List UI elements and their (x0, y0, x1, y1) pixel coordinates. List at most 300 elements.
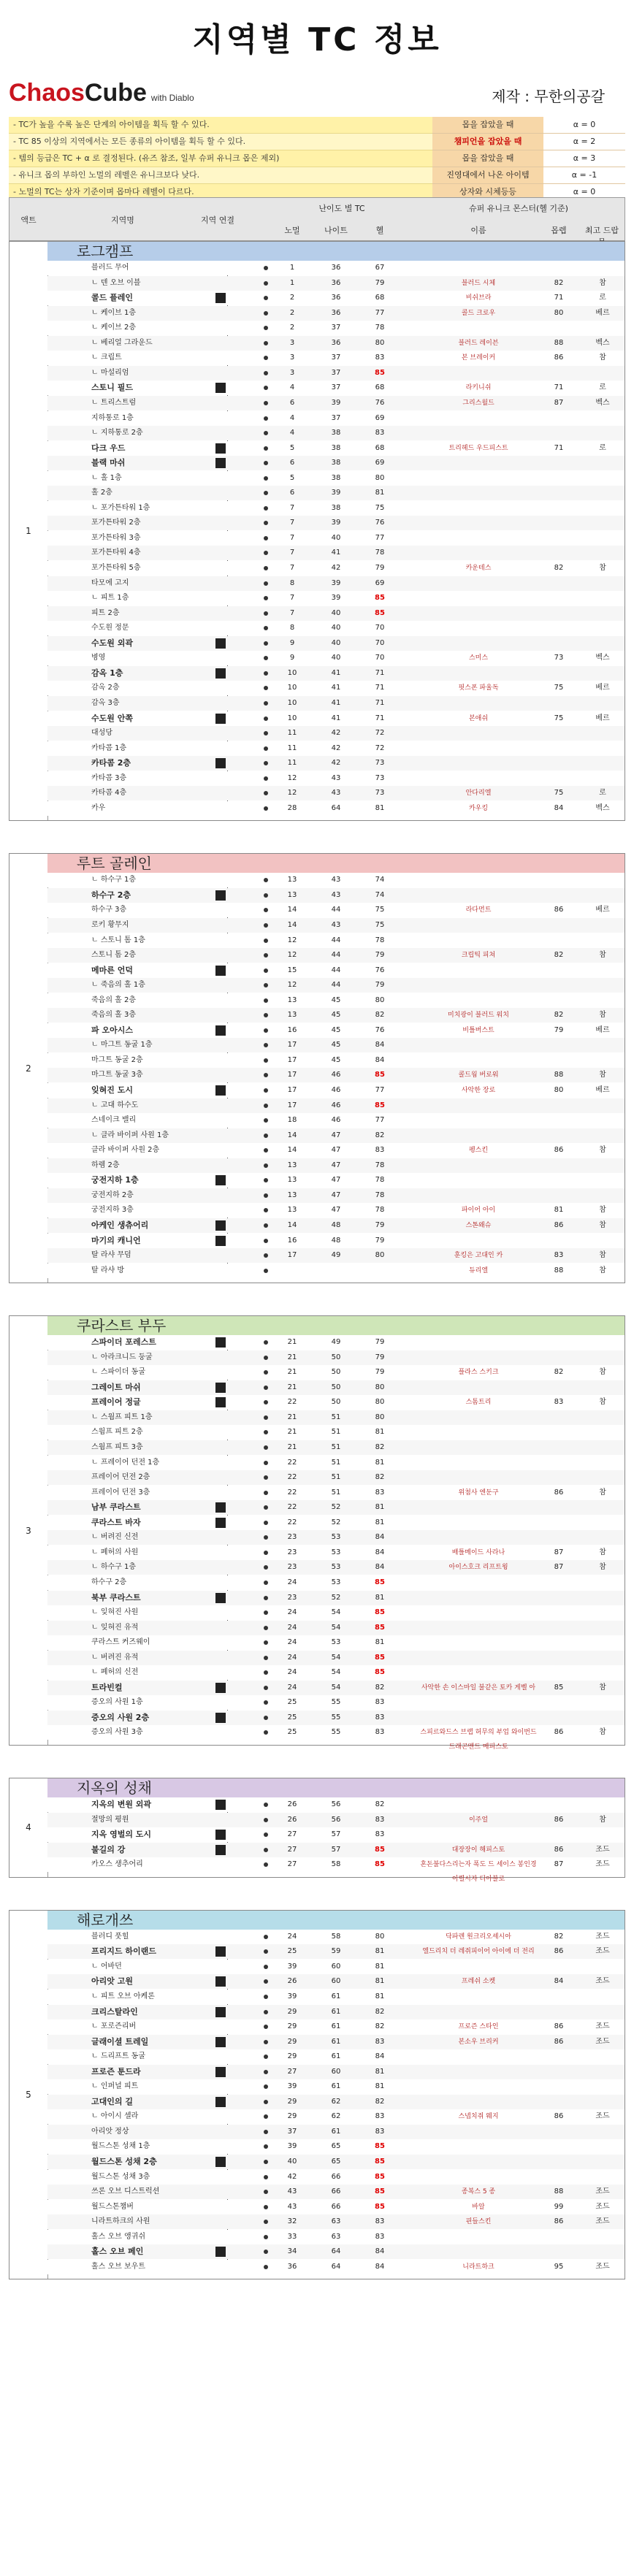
tc-normal: 23 (287, 1533, 297, 1542)
tc-hell: 85 (375, 1623, 385, 1632)
table-row (47, 621, 625, 635)
link-node-icon (264, 1818, 268, 1822)
tc-hell: 81 (375, 1638, 385, 1647)
link-node-icon (264, 1596, 268, 1600)
act-section (9, 1910, 625, 2280)
link-node-icon (264, 2235, 268, 2239)
link-node-icon (264, 686, 268, 690)
tc-nightmare: 45 (331, 995, 341, 1004)
tc-normal: 27 (287, 1860, 297, 1869)
monster-level: 85 (554, 1683, 564, 1692)
area-name: 감옥 3층 (91, 698, 120, 707)
top-drop: 벡스 (595, 803, 610, 812)
tc-hell: 85 (375, 2142, 385, 2151)
link-node-icon (264, 1965, 268, 1969)
area-name: 포가튼타워 3층 (91, 533, 141, 542)
monster-level: 84 (554, 803, 564, 812)
legend-value: α = 0 (543, 184, 625, 200)
link-node-icon (264, 716, 268, 721)
monster-level: 82 (554, 1368, 564, 1377)
tc-hell: 81 (375, 2082, 385, 2091)
area-name: 스웜프 피트 2층 (91, 1428, 143, 1437)
tc-nightmare: 50 (331, 1383, 341, 1391)
area-name: 아리앗 정상 (91, 2127, 129, 2136)
monster-level: 86 (554, 1845, 564, 1854)
link-node-icon (264, 356, 268, 360)
tc-normal: 27 (287, 1845, 297, 1854)
tc-normal: 12 (287, 936, 297, 944)
monster-level: 82 (554, 951, 564, 960)
tc-normal: 17 (287, 1086, 297, 1095)
link-node-icon (264, 1028, 268, 1033)
tc-normal: 27 (287, 1830, 297, 1839)
top-drop: 조드 (595, 2262, 610, 2271)
tc-normal: 22 (287, 1473, 297, 1482)
tc-hell: 83 (375, 1815, 385, 1824)
tc-hell: 85 (375, 2202, 385, 2211)
top-drop: 벡스 (595, 338, 610, 347)
area-name: ㄴ 드리프트 동굴 (91, 2052, 145, 2061)
tc-nightmare: 38 (331, 473, 341, 482)
tc-nightmare: 62 (331, 2112, 341, 2121)
top-drop: 베르 (595, 308, 610, 317)
tc-hell: 72 (375, 729, 385, 738)
tc-nightmare: 54 (331, 1668, 341, 1677)
tc-normal: 29 (287, 2112, 297, 2121)
super-unique-name: 크립틱 피쳐 (461, 952, 496, 960)
table-row (47, 1930, 625, 1944)
table-row (47, 1128, 625, 1143)
area-name: ㄴ 아이시 셀라 (91, 2112, 139, 2121)
link-node-icon (264, 1730, 268, 1735)
table-row (47, 1827, 625, 1842)
tc-nightmare: 64 (331, 2262, 341, 2271)
tc-normal: 13 (287, 876, 297, 884)
area-name: 파 오아시스 (91, 1025, 133, 1035)
tc-hell: 77 (375, 1116, 385, 1125)
table-row (47, 1038, 625, 1052)
tc-hell: 79 (375, 981, 385, 990)
monster-level: 87 (554, 1563, 564, 1572)
link-node-icon (264, 281, 268, 286)
link-node-icon (264, 1239, 268, 1243)
table-row (47, 2125, 625, 2139)
tc-hell: 84 (375, 2052, 385, 2061)
area-name: 궁전지하 1층 (91, 1175, 139, 1185)
tc-nightmare: 42 (331, 729, 341, 738)
monster-level: 87 (554, 1548, 564, 1556)
table-row (47, 666, 625, 681)
tc-hell: 82 (375, 1443, 385, 1452)
act-name: 지옥의 성채 (77, 1779, 152, 1797)
area-name: ㄴ 피트 1층 (91, 594, 129, 603)
link-node-icon (264, 446, 268, 451)
tc-hell: 85 (375, 1608, 385, 1617)
table-row (47, 786, 625, 800)
super-unique-name: 엘드리치 더 레쥐피이어 아이에 더 전리 (422, 1948, 535, 1956)
waypoint-icon (215, 1397, 226, 1407)
act-name: 로그캠프 (77, 242, 134, 260)
link-node-icon (264, 491, 268, 495)
area-name: 포가튼타워 5층 (91, 564, 141, 572)
link-node-icon (264, 761, 268, 765)
area-name: 불길의 강 (91, 1844, 126, 1854)
tc-hell: 84 (375, 2262, 385, 2271)
area-name: ㄴ 스토니 톰 1층 (91, 936, 145, 944)
link-node-icon (264, 2175, 268, 2179)
link-node-icon (264, 671, 268, 676)
top-drop: 로 (599, 443, 606, 452)
link-node-icon (264, 656, 268, 660)
tc-normal: 40 (287, 2158, 297, 2166)
area-name: 증오의 사원 3층 (91, 1728, 143, 1737)
area-name: 월드스톤 성채 3층 (91, 2172, 150, 2181)
notes-panel (9, 117, 432, 201)
tc-normal: 39 (287, 1962, 297, 1971)
link-node-icon (264, 1700, 268, 1705)
tc-normal: 13 (287, 1011, 297, 1020)
link-node-icon (264, 939, 268, 943)
monster-level: 86 (554, 906, 564, 914)
table-row (47, 1516, 625, 1530)
act-band (47, 854, 625, 873)
area-name: 죽음의 홀 3층 (91, 1011, 137, 1020)
top-drop: 참 (599, 1728, 606, 1737)
tc-normal: 2 (289, 294, 295, 302)
super-unique-name: 이주얼 (468, 1816, 489, 1824)
table-row (47, 1218, 625, 1233)
tc-normal: 39 (287, 2142, 297, 2151)
super-unique-name: 콜드웜 버로워 (458, 1071, 499, 1079)
tc-normal: 28 (287, 803, 297, 812)
tc-nightmare: 43 (331, 890, 341, 899)
tc-nightmare: 45 (331, 1041, 341, 1050)
tc-normal: 34 (287, 2247, 297, 2256)
tc-hell: 80 (375, 1413, 385, 1421)
area-name: 홀스 오브 페인 (91, 2247, 144, 2257)
monster-level: 88 (554, 1071, 564, 1079)
table-row (47, 2230, 625, 2244)
tc-hell: 83 (375, 2217, 385, 2226)
tc-hell: 81 (375, 1962, 385, 1971)
monster-level: 86 (554, 1728, 564, 1737)
tc-normal: 22 (287, 1398, 297, 1407)
tc-nightmare: 47 (331, 1190, 341, 1199)
monster-level: 82 (554, 1932, 564, 1941)
tc-normal: 23 (287, 1593, 297, 1602)
link-node-icon (264, 1491, 268, 1495)
link-node-icon (264, 416, 268, 421)
tc-normal: 17 (287, 1041, 297, 1050)
table-row (47, 1797, 625, 1812)
tc-nightmare: 63 (331, 2217, 341, 2226)
area-name: 프레이어 던전 2층 (91, 1473, 150, 1482)
area-name: ㄴ 덴 오브 이블 (91, 278, 141, 287)
tc-hell: 84 (375, 1563, 385, 1572)
table-row (47, 261, 625, 275)
area-name: 글래이셜 트레일 (91, 2036, 149, 2046)
tc-hell: 83 (375, 2112, 385, 2121)
tc-hell: 85 (375, 1578, 385, 1586)
tc-hell: 85 (375, 1860, 385, 1869)
tc-hell: 76 (375, 398, 385, 407)
link-node-icon (264, 431, 268, 435)
tc-normal: 11 (287, 759, 297, 768)
header-link: 지역 연결 (200, 215, 234, 225)
area-name: 증오의 사원 1층 (91, 1698, 143, 1707)
tc-nightmare: 42 (331, 759, 341, 768)
tc-hell: 71 (375, 684, 385, 692)
area-name: 블러디 풋힐 (91, 1932, 129, 1941)
tc-hell: 82 (375, 2097, 385, 2106)
tc-hell: 67 (375, 264, 385, 272)
table-row (47, 978, 625, 993)
tc-normal: 29 (287, 2037, 297, 2046)
tc-normal: 21 (287, 1443, 297, 1452)
tc-normal: 14 (287, 906, 297, 914)
table-row (47, 2244, 625, 2259)
tc-hell: 76 (375, 519, 385, 527)
link-node-icon (264, 1253, 268, 1258)
tc-nightmare: 61 (331, 2052, 341, 2061)
legend-value: α = -1 (543, 167, 625, 183)
table-row (47, 2049, 625, 2064)
act-number: 5 (9, 1911, 48, 2279)
header-level: 몹렙 (551, 226, 567, 235)
table-row (47, 993, 625, 1008)
tc-nightmare: 38 (331, 503, 341, 512)
link-node-icon (264, 596, 268, 600)
tc-nightmare: 44 (331, 966, 341, 974)
monster-level: 99 (554, 2202, 564, 2211)
tc-hell: 79 (375, 1353, 385, 1361)
top-drop: 조드 (595, 1860, 610, 1869)
table-row (47, 1857, 625, 1884)
area-name: ㄴ 스웜프 피트 1층 (91, 1413, 153, 1421)
tc-nightmare: 50 (331, 1353, 341, 1361)
area-name: ㄴ 잊혀진 사원 (91, 1608, 139, 1617)
tc-normal: 5 (289, 473, 295, 482)
legend-key: 챔피언을 잡았을 때 (432, 134, 543, 150)
tc-normal: 29 (287, 2097, 297, 2106)
tc-hell: 72 (375, 744, 385, 752)
tc-nightmare: 59 (331, 1947, 341, 1956)
table-row (47, 711, 625, 726)
monster-level: 82 (554, 564, 564, 572)
tc-hell: 81 (375, 2067, 385, 2076)
super-unique-name: 아이스호크 리프트윙 (448, 1564, 508, 1572)
link-node-icon (264, 2130, 268, 2134)
tc-hell: 80 (375, 1398, 385, 1407)
table-row (47, 963, 625, 978)
waypoint-icon (215, 1518, 226, 1528)
super-unique-name: 듀리엘 (468, 1266, 489, 1274)
tc-nightmare: 37 (331, 368, 341, 377)
monster-level: 86 (554, 2037, 564, 2046)
tc-nightmare: 36 (331, 338, 341, 347)
tc-nightmare: 40 (331, 638, 341, 647)
tc-nightmare: 66 (331, 2202, 341, 2211)
waypoint-icon (215, 2097, 226, 2107)
table-row (47, 1560, 625, 1575)
header-super-unique: 슈퍼 유니크 몬스터(헬 기준) (469, 204, 568, 213)
super-unique-name: 스톰트리 (465, 1399, 492, 1407)
table-row (47, 726, 625, 741)
link-node-icon (264, 1269, 268, 1273)
tc-nightmare: 45 (331, 1025, 341, 1034)
link-node-icon (264, 1043, 268, 1047)
tc-nightmare: 54 (331, 1683, 341, 1692)
area-name: ㄴ 죽음의 홀 1층 (91, 981, 145, 990)
table-row (47, 486, 625, 500)
tc-hell: 79 (375, 1220, 385, 1229)
top-drop: 베르 (595, 1086, 610, 1095)
super-unique-name: 펭스킨 (468, 1147, 489, 1155)
tc-nightmare: 46 (331, 1116, 341, 1125)
tc-normal: 22 (287, 1518, 297, 1526)
tc-nightmare: 43 (331, 773, 341, 782)
tc-nightmare: 57 (331, 1830, 341, 1839)
tc-hell: 71 (375, 698, 385, 707)
link-node-icon (264, 1088, 268, 1093)
area-name: 콜드 플레인 (91, 293, 133, 303)
tc-hell: 82 (375, 1800, 385, 1809)
area-name: 아리앗 고원 (91, 1976, 133, 1987)
table-row (47, 1053, 625, 1068)
super-unique-name: 미치광이 블러드 워치 (448, 1012, 509, 1020)
tc-nightmare: 49 (331, 1251, 341, 1260)
link-node-icon (264, 731, 268, 735)
tc-hell: 85 (375, 2158, 385, 2166)
area-name: 포가튼타워 2층 (91, 519, 141, 527)
act-section (9, 1778, 625, 1884)
tc-nightmare: 55 (331, 1713, 341, 1721)
link-node-icon (264, 1521, 268, 1525)
table-row (47, 1335, 625, 1350)
super-unique-name: 종복스 5 종 (461, 2188, 496, 2196)
monster-level: 73 (554, 654, 564, 662)
table-row (47, 651, 625, 665)
waypoint-icon (215, 1175, 226, 1185)
tc-hell: 79 (375, 951, 385, 960)
act-number: 2 (9, 854, 48, 1283)
monster-level: 83 (554, 1251, 564, 1260)
act-number: 1 (9, 242, 48, 820)
waypoint-icon (215, 890, 226, 901)
area-name: 카타콤 3층 (91, 773, 127, 782)
tc-hell: 82 (375, 1011, 385, 1020)
table-row (47, 1944, 625, 1959)
super-unique-name: 사악한 손 이스마일 불같은 토카 게벨 아 (421, 1683, 536, 1692)
area-name: ㄴ 베리얼 그라운드 (91, 338, 153, 347)
area-name: 남부 쿠라스트 (91, 1502, 141, 1513)
monster-level: 86 (554, 1947, 564, 1956)
area-name: 프로즌 툰드라 (91, 2066, 141, 2076)
link-node-icon (264, 1551, 268, 1555)
table-row (47, 1113, 625, 1128)
tc-nightmare: 36 (331, 278, 341, 287)
tc-hell: 73 (375, 759, 385, 768)
link-node-icon (264, 1386, 268, 1390)
waypoint-icon (215, 2067, 226, 2077)
tc-normal: 17 (287, 1071, 297, 1079)
tc-nightmare: 61 (331, 1992, 341, 2000)
link-node-icon (264, 1475, 268, 1480)
tc-normal: 17 (287, 1101, 297, 1109)
link-node-icon (264, 2025, 268, 2029)
tc-nightmare: 52 (331, 1593, 341, 1602)
area-name: 스네이크 밸리 (91, 1116, 137, 1125)
table-row (47, 1990, 625, 2004)
table-row (47, 366, 625, 381)
tc-nightmare: 40 (331, 608, 341, 617)
link-node-icon (264, 476, 268, 481)
super-unique-name: 핏스폰 파울독 (458, 684, 499, 692)
area-name: ㄴ 하수구 1층 (91, 876, 137, 884)
link-node-icon (264, 371, 268, 375)
tc-normal: 23 (287, 1563, 297, 1572)
tc-nightmare: 51 (331, 1443, 341, 1452)
waypoint-icon (215, 383, 226, 393)
link-node-icon (264, 2055, 268, 2059)
tc-hell: 85 (375, 1845, 385, 1854)
monster-level: 86 (554, 1488, 564, 1497)
area-name: 타모에 고지 (91, 578, 129, 587)
tc-nightmare: 53 (331, 1578, 341, 1586)
link-node-icon (264, 566, 268, 570)
tc-normal: 26 (287, 1815, 297, 1824)
tc-nightmare: 57 (331, 1845, 341, 1854)
tc-nightmare: 44 (331, 936, 341, 944)
top-drop: 참 (599, 1011, 606, 1020)
tc-nightmare: 60 (331, 2067, 341, 2076)
top-drop: 참 (599, 278, 606, 287)
act-section (9, 241, 625, 821)
top-drop: 베르 (595, 714, 610, 722)
tc-hell: 85 (375, 2172, 385, 2181)
area-name: ㄴ 지하통로 2층 (91, 429, 143, 437)
tc-normal: 24 (287, 1668, 297, 1677)
link-node-icon (264, 1656, 268, 1660)
table-row (47, 1008, 625, 1023)
monster-level: 86 (554, 2112, 564, 2121)
tc-normal: 24 (287, 1608, 297, 1617)
area-name: ㄴ 폐허의 신전 (91, 1668, 139, 1677)
tc-hell: 79 (375, 1338, 385, 1347)
tc-hell: 85 (375, 2187, 385, 2196)
table-row (47, 1681, 625, 1695)
top-drop: 조드 (595, 1932, 610, 1941)
table-row (47, 2019, 625, 2034)
link-node-icon (264, 2010, 268, 2014)
link-node-icon (264, 1208, 268, 1212)
tc-normal: 25 (287, 1713, 297, 1721)
table-row (47, 1500, 625, 1515)
tc-normal: 22 (287, 1458, 297, 1467)
header-hell: 헬 (375, 226, 384, 235)
top-drop: 참 (599, 1266, 606, 1274)
area-name: 궁전지하 3층 (91, 1206, 134, 1215)
tc-normal: 12 (287, 773, 297, 782)
area-name: 카타콤 2층 (91, 758, 131, 768)
super-unique-name: 그리스월드 (462, 399, 494, 407)
super-unique-name: 바알 (472, 2203, 485, 2211)
table-row (47, 1486, 625, 1500)
tc-normal: 14 (287, 920, 297, 929)
tc-hell: 81 (375, 1518, 385, 1526)
area-name: 카우 (91, 803, 106, 812)
area-name: 블랙 마쉬 (91, 458, 126, 468)
